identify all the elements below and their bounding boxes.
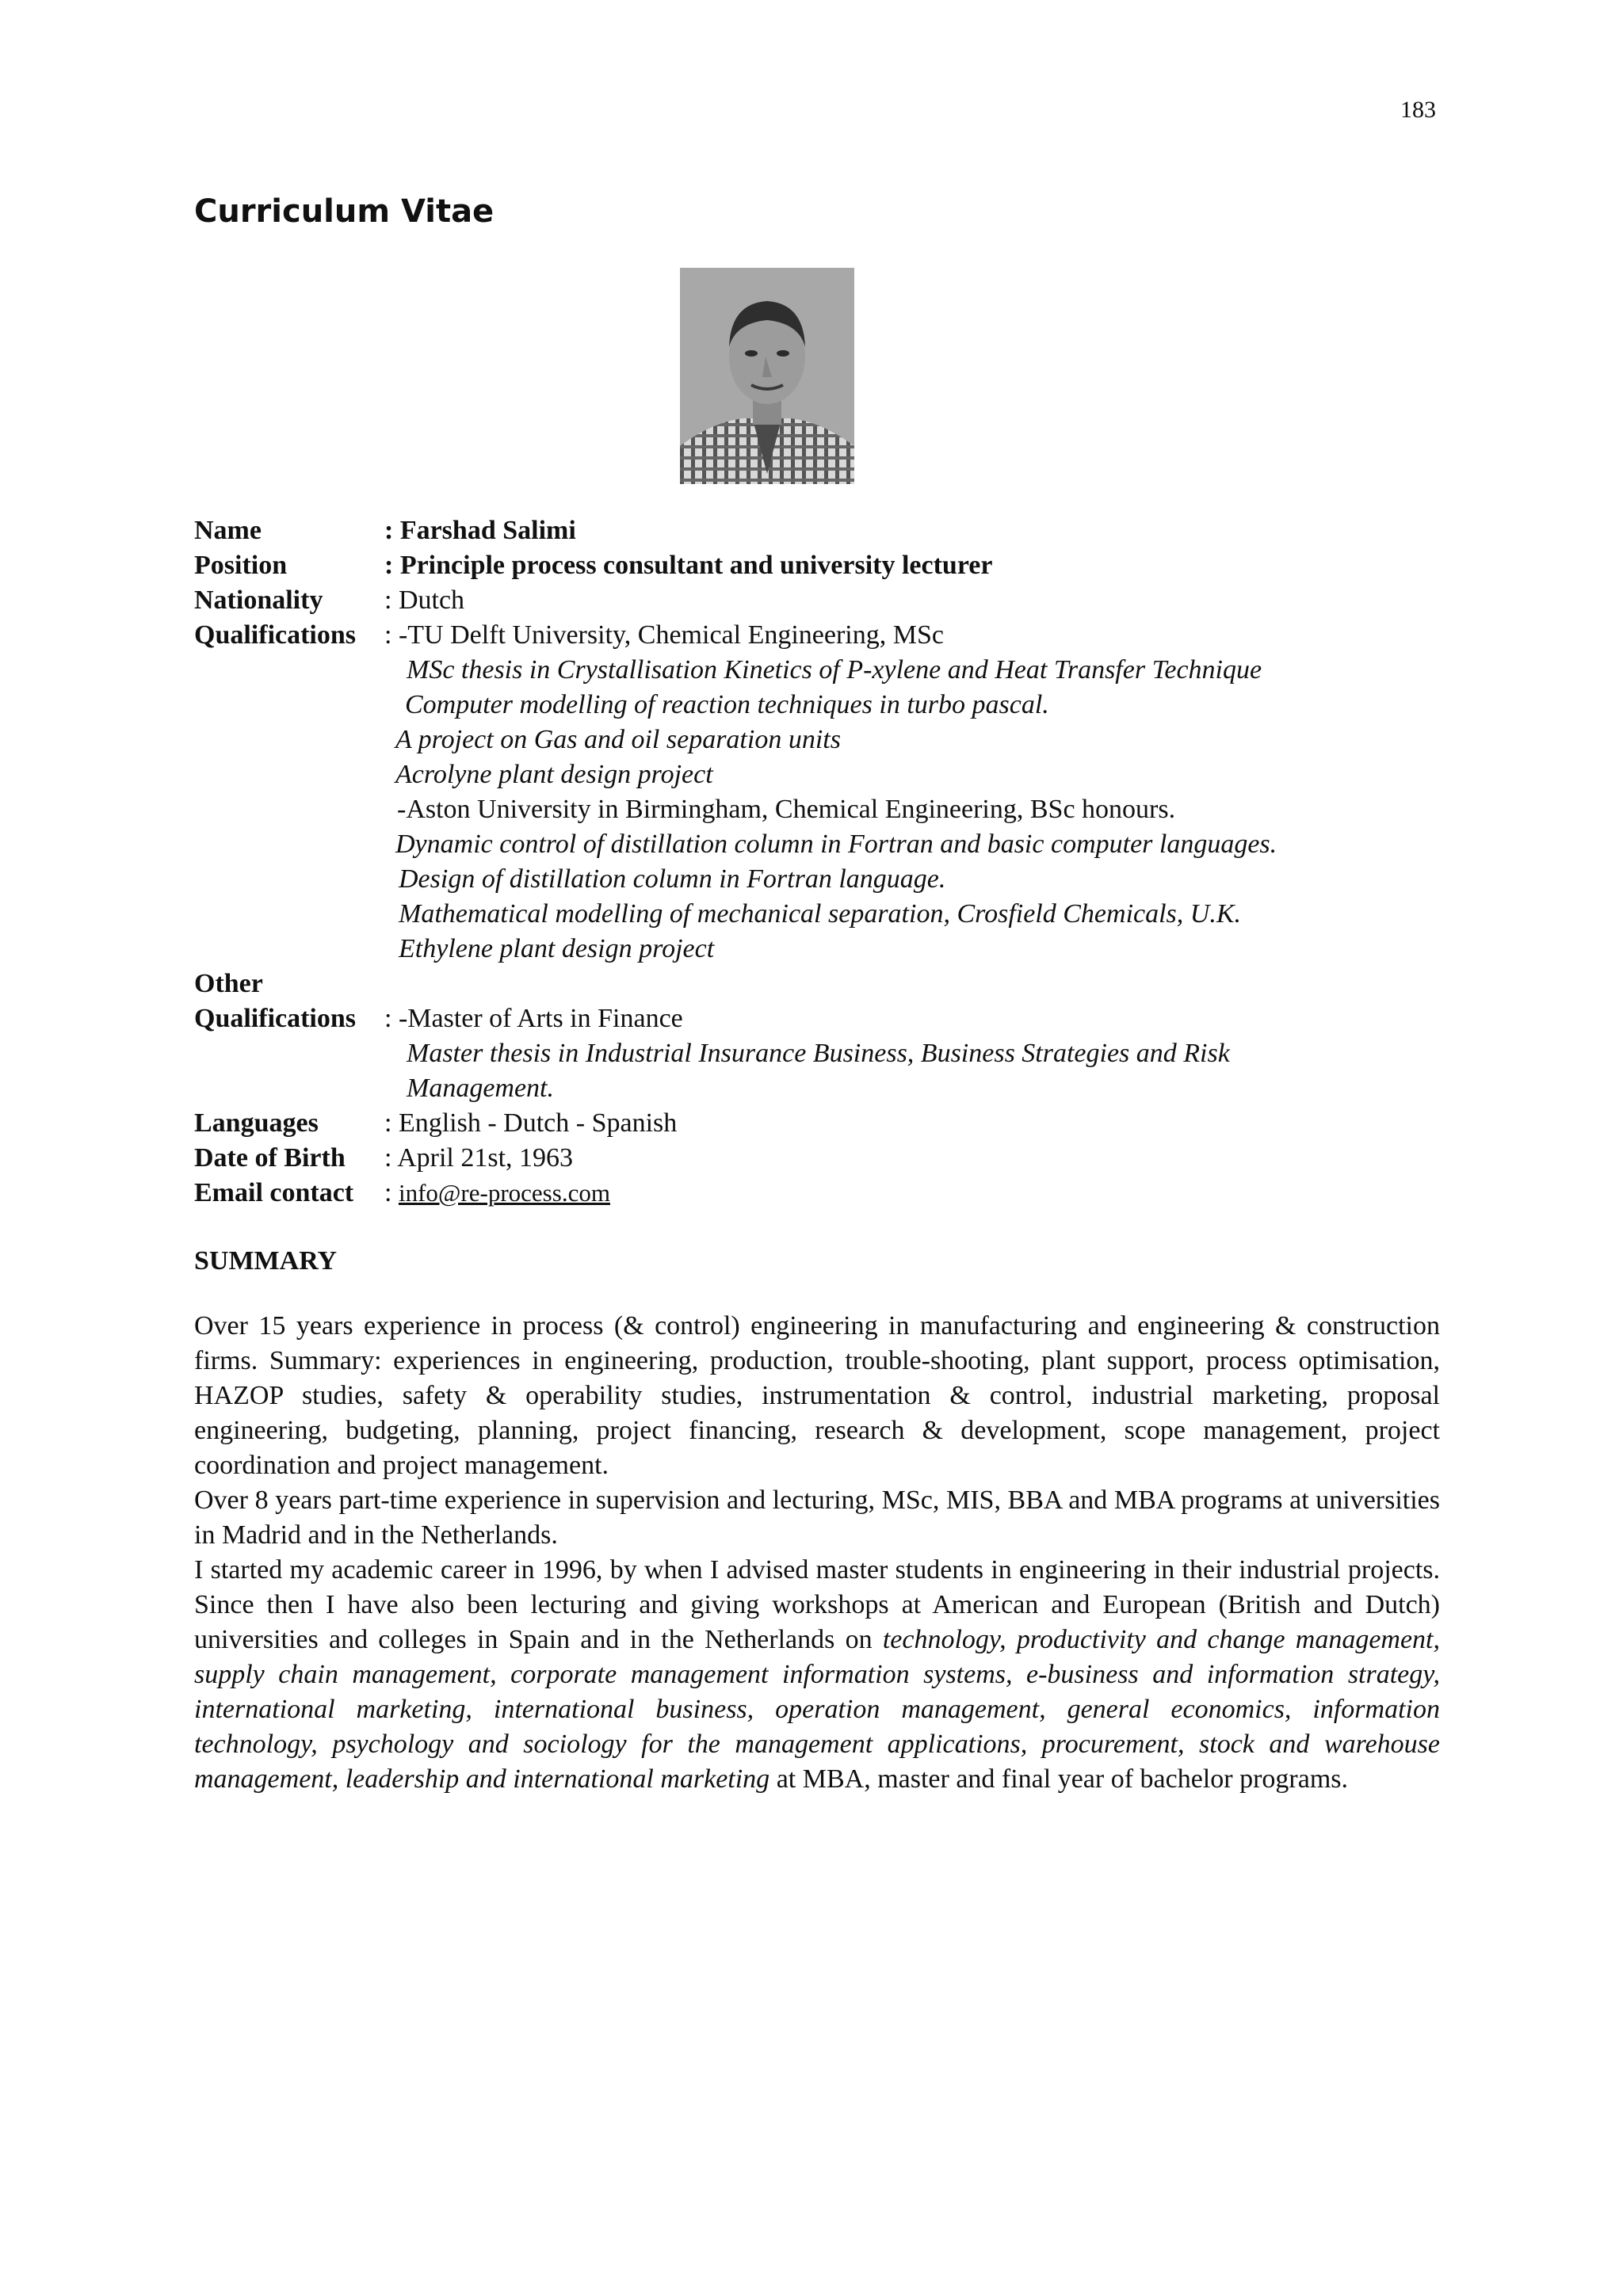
qualifications-row (194, 618, 1446, 653)
qualifications-label: Qualifications (194, 620, 357, 650)
other-qualification-detail: Management. (407, 1074, 555, 1103)
summary-text: at MBA, master and final year of bachelor programs. (769, 1764, 1348, 1794)
qualification-detail: Dynamic control of distillation column in Fortran and basic computer languages. (395, 830, 1277, 859)
other-qualification-detail: Master thesis in Industrial Insurance Business, Business Strategies and Risk (407, 1039, 1230, 1068)
position-value: : Principle process consultant and university lecturer (384, 551, 993, 580)
qualification-detail: -Aston University in Birmingham, Chemical Engineering, BSc honours. (397, 795, 1176, 824)
dob-row (194, 1141, 1446, 1176)
qualification-detail: Design of distillation column in Fortran language. (399, 864, 946, 894)
email-row (194, 1176, 1446, 1211)
nationality-row (194, 583, 1446, 618)
other-label: Other (194, 969, 263, 998)
name-row (194, 513, 1446, 548)
summary-paragraph (194, 1553, 1440, 1797)
qualification-detail: A project on Gas and oil separation units (395, 725, 841, 754)
summary-topics: technology, productivity and change management, supply chain management, corporate management information systems, e-business and information strategy, international marketing, international business, operation management, general economics, information technology, psychology and sociology for the management applications, procurement, stock and warehouse management, leadership and international marketing (194, 1625, 1440, 1794)
name-label: Name (194, 516, 262, 545)
languages-value: : English - Dutch - Spanish (384, 1108, 678, 1138)
email-label: Email contact (194, 1178, 354, 1207)
qualifications-value: : -TU Delft University, Chemical Engineering, MSc (384, 620, 944, 650)
page-number: 183 (1400, 97, 1436, 123)
qualification-detail: Acrolyne plant design project (395, 760, 713, 789)
summary-paragraph: Over 15 years experience in process (& control) engineering in manufacturing and engineering & construction firms. Summary: experiences in engineering, production, trouble-shooting, plant support, process optimisation, HAZOP studies, safety & operability studies, instrumentation & control, industrial marketing, proposal engineering, budgeting, planning, project financing, research & development, scope management, project coordination and project management. (194, 1311, 1440, 1480)
nationality-value: : Dutch (384, 585, 465, 615)
email-prefix: : (384, 1178, 399, 1207)
other-qualifications-label: Qualifications (194, 1004, 357, 1033)
email-link[interactable]: info@re-process.com (398, 1179, 610, 1207)
nationality-label: Nationality (194, 585, 323, 615)
qualification-detail: Ethylene plant design project (399, 934, 715, 963)
other-qualifications-value: : -Master of Arts in Finance (384, 1004, 683, 1033)
position-label: Position (194, 551, 288, 580)
languages-row (194, 1106, 1446, 1141)
languages-label: Languages (194, 1108, 319, 1138)
page-title: Curriculum Vitae (194, 193, 495, 230)
other-qualifications-row (194, 1001, 1446, 1036)
qualification-detail: MSc thesis in Crystallisation Kinetics of P-xylene and Heat Transfer Technique (407, 655, 1262, 685)
qualification-detail: Mathematical modelling of mechanical separation, Crosfield Chemicals, U.K. (399, 899, 1242, 929)
portrait-image (680, 268, 854, 484)
personal-details (194, 513, 1446, 1211)
dob-value: : April 21st, 1963 (384, 1143, 574, 1173)
summary-heading: SUMMARY (194, 1246, 338, 1276)
name-value: : Farshad Salimi (384, 516, 576, 545)
dob-label: Date of Birth (194, 1143, 346, 1173)
profile-photo (680, 268, 854, 484)
summary-paragraph: Over 8 years part-time experience in supervision and lecturing, MSc, MIS, BBA and MBA programs at universities in Madrid and in the Netherlands. (194, 1486, 1440, 1550)
other-row (194, 967, 1446, 1001)
summary-text: I started my academic career in 1996, by when I advised master students in engineering in their industrial projects. Since then I have also been lecturing and giving workshops at American and European (British and Dutch) universities and colleges in Spain and in the Netherlands on (194, 1555, 1440, 1654)
position-row (194, 548, 1446, 583)
email-value (384, 1176, 610, 1211)
qualification-detail: Computer modelling of reaction techniques in turbo pascal. (405, 690, 1049, 719)
summary-section (194, 1309, 1440, 1797)
